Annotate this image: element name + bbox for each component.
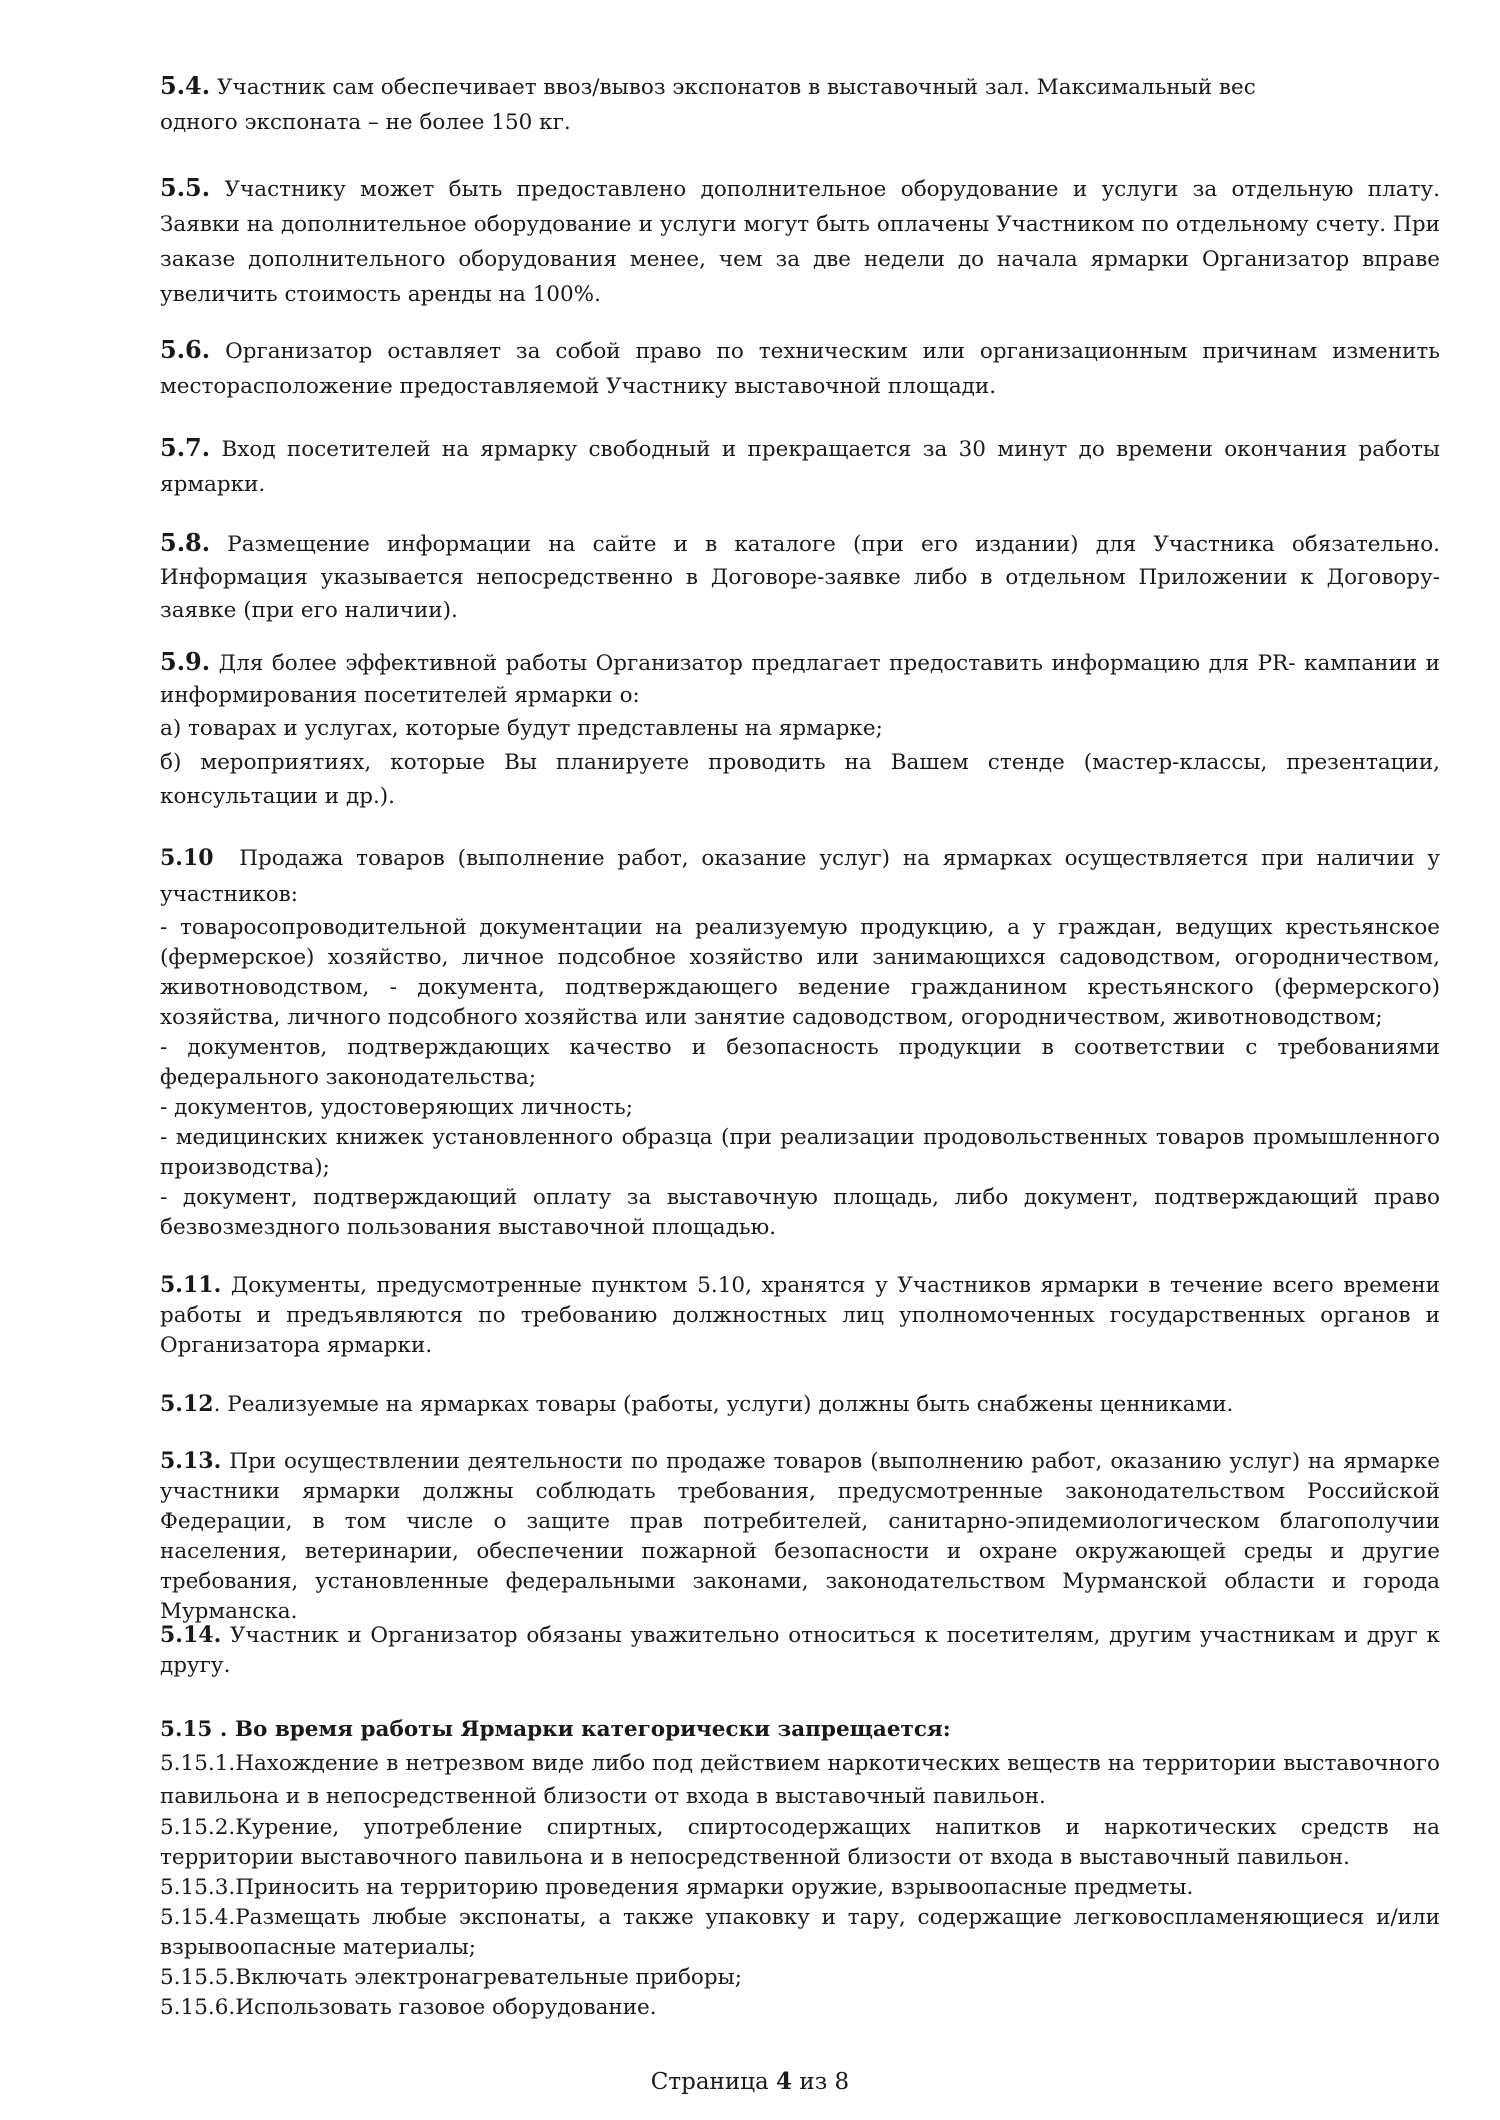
section-number: 5.13.	[160, 1448, 222, 1474]
section-number: 5.10	[160, 845, 214, 871]
section-text: Организатор оставляет за собой право по техническим или организационным причинам изменить месторасположение предоставляемой Участнику выставочной площади.	[160, 339, 1440, 399]
section-number: 5.5.	[160, 173, 211, 202]
section-number: 5.4.	[160, 71, 211, 100]
section-5-10	[160, 840, 1440, 1243]
section-text: Участник сам обеспечивает ввоз/вывоз экспонатов в выставочный зал. Максимальный вес одного экспоната – не более 150 кг.	[160, 75, 1256, 135]
section-5-9	[160, 646, 1440, 814]
section-5-6	[160, 332, 1440, 404]
section-text: Для более эффективной работы Организатор предлагает предоставить информацию для PR- кампании и информирования посетителей ярмарки о:	[160, 651, 1440, 708]
section-number: 5.7.	[160, 433, 211, 462]
footer-middle: из	[799, 2069, 828, 2095]
list-item: - документов, подтверждающих качество и безопасность продукции в соответствии с требованиями федерального законодательства;	[160, 1035, 1440, 1090]
list-item: 5.15.6.Использовать газовое оборудование.	[160, 1995, 657, 2020]
section-text: Документы, предусмотренные пунктом 5.10, хранятся у Участников ярмарки в течение всего времени работы и предъявляются по требованию должностных лиц уполномоченных государственных органов и Организатора ярмарки.	[160, 1273, 1440, 1358]
list-item: 5.15.2.Курение, употребление спиртных, спиртосодержащих напитков и наркотических средств на территории выставочного павильона и в непосредственной близости от входа в выставочный павильон.	[160, 1815, 1440, 1870]
section-5-11	[160, 1270, 1440, 1361]
list-item: 5.15.3.Приносить на территорию проведения ярмарки оружие, взрывоопасные предметы.	[160, 1875, 1194, 1900]
section-5-14	[160, 1620, 1440, 1681]
list-item: - товаросопроводительной документации на реализуемую продукцию, а у граждан, ведущих крестьянское (фермерское) хозяйство, личное подсобное хозяйство или занимающихся садоводством, огородничеством, животноводством, - документа, подтверждающего ведение гражданином крестьянского (фермерского) хозяйства, личного подсобного хозяйства или занятие садоводством, огородничеством, животноводством;	[160, 915, 1440, 1030]
page-total: 8	[834, 2069, 850, 2095]
section-text: Вход посетителей на ярмарку свободный и прекращается за 30 минут до времени окончания работы ярмарки.	[160, 437, 1440, 497]
section-5-5	[160, 170, 1440, 312]
section-5-15	[160, 1713, 1440, 2023]
section-text: Участник и Организатор обязаны уважительно относиться к посетителям, другим участникам и друг к другу.	[160, 1623, 1440, 1678]
section-5-10-intro	[160, 840, 1440, 913]
list-item: - медицинских книжек установленного образца (при реализации продовольственных товаров промышленного производства);	[160, 1125, 1440, 1180]
list-item: - документов, удостоверяющих личность;	[160, 1095, 633, 1120]
section-5-12	[160, 1387, 1440, 1422]
section-number: 5.12	[160, 1391, 214, 1417]
list-item: б) мероприятиях, которые Вы планируете проводить на Вашем стенде (мастер-классы, презентации, консультации и др.).	[160, 750, 1440, 809]
section-number: 5.6.	[160, 335, 211, 364]
section-number: 5.11.	[160, 1272, 222, 1298]
section-text: Продажа товаров (выполнение работ, оказание услуг) на ярмарках осуществляется при наличии у участников:	[160, 846, 1440, 907]
list-item: 5.15.5.Включать электронагревательные приборы;	[160, 1965, 742, 1990]
section-text: . Реализуемые на ярмарках товары (работы, услуги) должны быть снабжены ценниками.	[213, 1392, 1234, 1417]
section-text: Участнику может быть предоставлено дополнительное оборудование и услуги за отдельную плату. Заявки на дополнительное оборудование и услуги могут быть оплачены Участником по отдельному счету. При заказе дополнительного оборудования менее, чем за две недели до начала ярмарки Организатор вправе увеличить стоимость аренды на 100%.	[160, 177, 1440, 307]
section-5-8	[160, 526, 1440, 627]
section-heading: 5.15 . Во время работы Ярмарки категорически запрещается:	[160, 1717, 951, 1742]
section-number: 5.14.	[160, 1622, 222, 1648]
section-5-7	[160, 430, 1440, 502]
list-item: а) товарах и услугах, которые будут представлены на ярмарке;	[160, 716, 883, 741]
section-number: 5.9.	[160, 647, 211, 676]
section-5-13	[160, 1446, 1440, 1627]
section-5-4	[160, 68, 1310, 140]
list-item: 5.15.4.Размещать любые экспонаты, а также упаковку и тару, содержащие легковоспламеняющиеся и/или взрывоопасные материалы;	[160, 1905, 1440, 1960]
page-number: 4	[776, 2068, 793, 2095]
section-text: При осуществлении деятельности по продаже товаров (выполнению работ, оказанию услуг) на ярмарке участники ярмарки должны соблюдать требования, предусмотренные законодательством Российской Федерации, в том числе о защите прав потребителей, санитарно-эпидемиологическом благополучии населения, ветеринарии, обеспечении пожарной безопасности и охране окружающей среды и другие требования, установленные федеральными законами, законодательством Мурманской области и города Мурманска.	[160, 1449, 1440, 1624]
page-footer	[0, 2068, 1500, 2095]
section-text: Размещение информации на сайте и в каталоге (при его издании) для Участника обязательно. Информация указывается непосредственно в Договоре-заявке либо в отдельном Приложении к Договору-заявке (при его наличии).	[160, 532, 1440, 623]
section-5-9-intro	[160, 646, 1440, 712]
section-number: 5.8.	[160, 528, 211, 557]
footer-prefix: Страница	[650, 2069, 769, 2095]
list-item: - документ, подтверждающий оплату за выставочную площадь, либо документ, подтверждающий право безвозмездного пользования выставочной площадью.	[160, 1185, 1440, 1240]
list-item: 5.15.1.Нахождение в нетрезвом виде либо под действием наркотических веществ на территории выставочного павильона и в непосредственной близости от входа в выставочный павильон.	[160, 1751, 1440, 1809]
